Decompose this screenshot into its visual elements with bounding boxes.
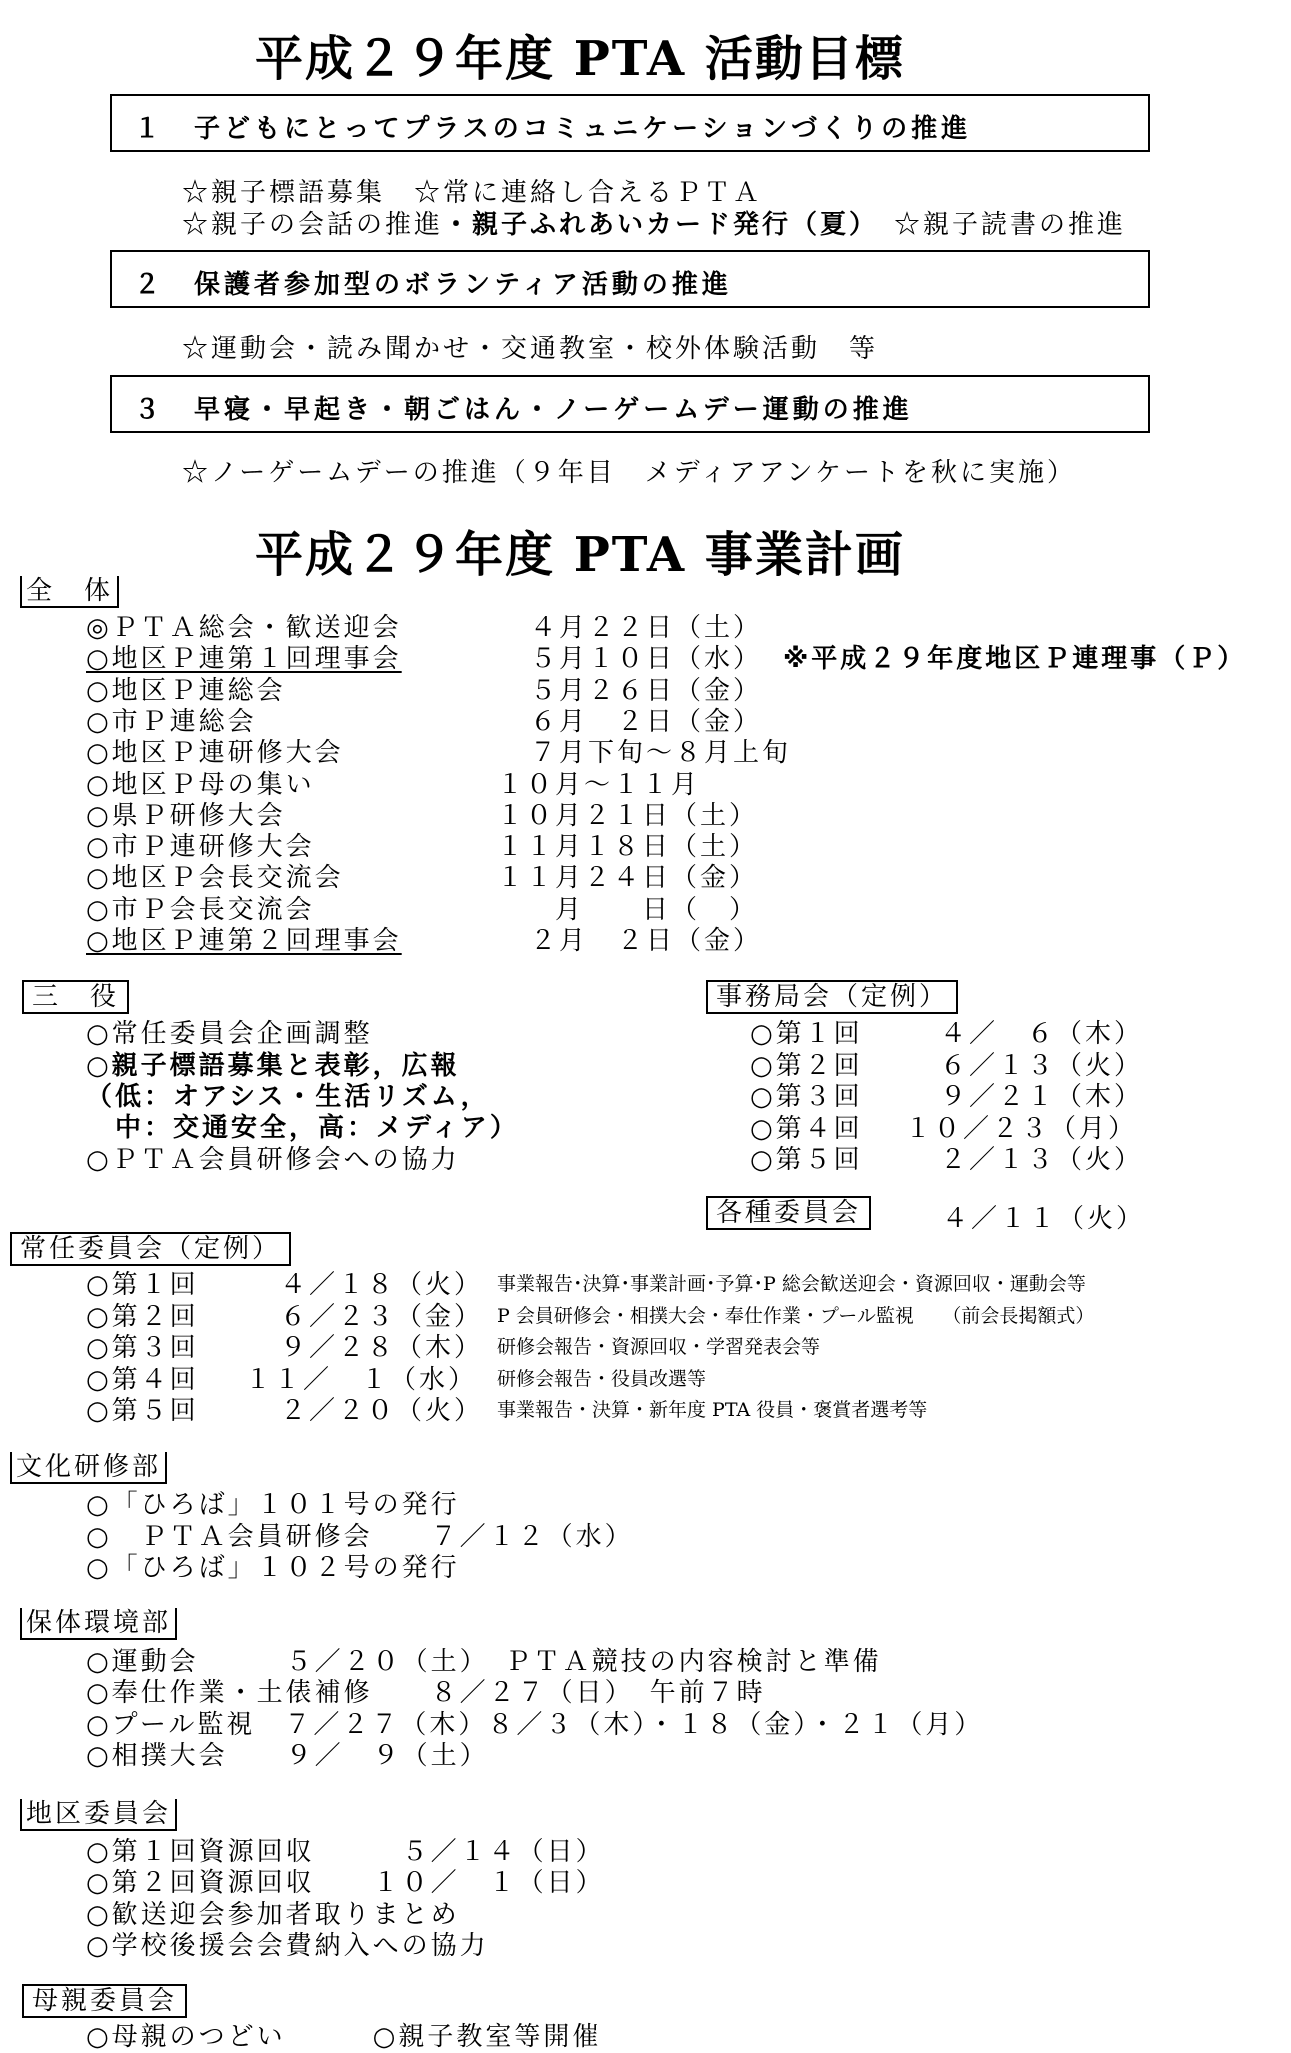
- zentai-event: ○地区Ｐ母の集い: [86, 769, 315, 800]
- zentai-date: １１月２４日（金）: [497, 863, 759, 894]
- sanyaku-line-5: ○ＰＴＡ会員研修会への協力: [86, 1145, 460, 1175]
- kakushu-header: 各種委員会: [706, 1196, 871, 1230]
- hotai-line-1: ○運動会 ５／２０（土） ＰＴＡ競技の内容検討と準備: [86, 1647, 882, 1677]
- zentai-event: ○地区Ｐ連第２回理事会: [86, 926, 402, 956]
- goal-detail-3: ☆ノーゲームデーの推進（９年目 メディアアンケートを秋に実施）: [182, 458, 1077, 488]
- goals-title: 平成２９年度 PTA 活動目標: [255, 31, 905, 87]
- chiku-line-2: ○第２回資源回収 １０／ １（日）: [86, 1868, 605, 1898]
- goal-detail-1b-plain2: ☆親子読書の推進: [894, 210, 1127, 240]
- jimukyoku-date: ２／１３（火）: [940, 1145, 1144, 1175]
- jimukyoku-label: ○第３回: [750, 1082, 863, 1112]
- plan-title: 平成２９年度 PTA 事業計画: [255, 527, 905, 583]
- zentai-date: １１月１８日（土）: [497, 832, 759, 863]
- zentai-note: ※平成２９年度地区Ｐ連理事（Ｐ）: [783, 644, 1247, 674]
- jonin-note: 事業報告･決算･事業計画･予算･P 総会歓送迎会・資源回収・運動会等: [497, 1273, 1086, 1295]
- jonin-date: ２／２０（火）: [280, 1396, 484, 1426]
- zentai-event: ○地区Ｐ会長交流会: [86, 863, 344, 894]
- kakushu-date: ４／１１（火）: [942, 1204, 1146, 1234]
- zentai-event: ○県Ｐ研修大会: [86, 800, 286, 831]
- bunka-line-3: ○「ひろば」１０２号の発行: [86, 1553, 460, 1583]
- sanyaku-line-2: ○親子標語募集と表彰，広報: [86, 1051, 460, 1081]
- zentai-date: 月 日（ ）: [555, 894, 759, 925]
- zentai-date: ６月 ２日（金）: [530, 706, 763, 737]
- jonin-date: ９／２８（木）: [280, 1333, 484, 1363]
- jimukyoku-label: ○第５回: [750, 1145, 863, 1175]
- zentai-date: ５月１０日（水）: [530, 644, 763, 675]
- goal-detail-1b-plain: ☆親子の会話の推進: [182, 210, 444, 240]
- zentai-date: ７月下旬～８月上旬: [530, 738, 792, 769]
- goal-box-3: [110, 375, 1150, 433]
- hotai-line-4: ○相撲大会 ９／ ９（土）: [86, 1741, 489, 1771]
- jonin-label: ○第５回: [86, 1396, 199, 1426]
- hotai-header: 保体環境部: [20, 1608, 177, 1640]
- chiku-line-1: ○第１回資源回収 ５／１４（日）: [86, 1837, 605, 1867]
- hotai-line-2: ○奉仕作業・土俵補修 ８／２７（日） 午前７時: [86, 1678, 766, 1708]
- bunka-header: 文化研修部: [10, 1452, 167, 1484]
- hahaoya-header: 母親委員会: [22, 1984, 187, 2018]
- goal-detail-1a: ☆親子標語募集 ☆常に連絡し合えるＰＴＡ: [182, 178, 763, 208]
- sanyaku-line-3: （低：オアシス・生活リズム，: [86, 1082, 490, 1112]
- jonin-label: ○第２回: [86, 1301, 199, 1332]
- zentai-event: ○地区Ｐ連総会: [86, 675, 286, 706]
- jonin-label: ○第１回: [86, 1270, 199, 1300]
- jimukyoku-label: ○第２回: [750, 1050, 863, 1081]
- goal-label-2: ２ 保護者参加型のボランティア活動の推進: [134, 270, 732, 300]
- zentai-header: 全 体: [20, 576, 119, 608]
- sanyaku-line-4: 中：交通安全，高：メディア）: [86, 1113, 519, 1143]
- bunka-line-1: ○「ひろば」１０１号の発行: [86, 1490, 460, 1520]
- jonin-date: １１／ １（水）: [245, 1364, 478, 1395]
- jimukyoku-date: ９／２１（木）: [940, 1082, 1144, 1112]
- jonin-label: ○第３回: [86, 1333, 199, 1363]
- jonin-note: 研修会報告・役員改選等: [497, 1367, 707, 1390]
- zentai-date: １０月２１日（土）: [497, 800, 759, 831]
- jonin-date: ４／１８（火）: [280, 1270, 484, 1300]
- zentai-event: ○市Ｐ会長交流会: [86, 894, 315, 925]
- jonin-note: P 会員研修会・相撲大会・奉仕作業・プール監視 （前会長掲額式）: [497, 1304, 1095, 1327]
- zentai-date: ５月２６日（金）: [530, 675, 763, 706]
- zentai-event: ○市Ｐ連研修大会: [86, 832, 315, 863]
- zentai-event: ○地区Ｐ連研修大会: [86, 738, 344, 769]
- jonin-date: ６／２３（金）: [280, 1301, 484, 1332]
- chiku-header: 地区委員会: [20, 1799, 177, 1831]
- jonin-label: ○第４回: [86, 1364, 199, 1395]
- zentai-event: ○市Ｐ連総会: [86, 706, 257, 737]
- goal-detail-1b: [182, 204, 1126, 241]
- zentai-date: ４月２２日（土）: [530, 613, 763, 643]
- jonin-note: 研修会報告・資源回収・学習発表会等: [497, 1336, 821, 1358]
- chiku-line-4: ○学校後援会会費納入への協力: [86, 1931, 489, 1961]
- jimukyoku-date: １０／２３（月）: [905, 1113, 1138, 1144]
- jimukyoku-header: 事務局会（定例）: [706, 980, 958, 1014]
- hahaoya-line-1: ○母親のつどい ○親子教室等開催: [86, 2022, 602, 2052]
- jimukyoku-label: ○第１回: [750, 1019, 863, 1049]
- zentai-event: ◎ＰＴＡ総会・歓送迎会: [86, 613, 402, 643]
- jonin-note: 事業報告・決算・新年度 PTA 役員・褒賞者選考等: [497, 1399, 928, 1421]
- zentai-date: １０月～１１月: [497, 769, 701, 800]
- jimukyoku-date: ４／ ６（木）: [940, 1019, 1144, 1049]
- sanyaku-line-1: ○常任委員会企画調整: [86, 1019, 373, 1049]
- zentai-date: ２月 ２日（金）: [530, 926, 763, 956]
- hotai-line-3: ○プール監視 ７／２７（木）８／３（木）・１８（金）・２１（月）: [86, 1710, 984, 1740]
- goal-detail-2: ☆運動会・読み聞かせ・交通教室・校外体験活動 等: [182, 334, 879, 364]
- jimukyoku-date: ６／１３（火）: [940, 1050, 1144, 1081]
- goal-detail-1b-bold: ・親子ふれあいカード発行（夏）: [443, 210, 866, 240]
- goal-detail-1b-spacer: [865, 210, 894, 240]
- bunka-line-2: ○ ＰＴＡ会員研修会 ７／１２（水）: [86, 1522, 634, 1552]
- jimukyoku-label: ○第４回: [750, 1113, 863, 1144]
- sanyaku-header: 三 役: [22, 980, 129, 1014]
- zentai-event: ○地区Ｐ連第１回理事会: [86, 644, 402, 675]
- goal-label-3: ３ 早寝・早起き・朝ごはん・ノーゲームデー運動の推進: [134, 395, 913, 425]
- chiku-line-3: ○歓送迎会参加者取りまとめ: [86, 1900, 460, 1930]
- goal-box-1: [110, 94, 1150, 152]
- jonin-header: 常任委員会（定例）: [10, 1232, 291, 1266]
- goal-box-2: [110, 250, 1150, 308]
- goal-label-1: １ 子どもにとってプラスのコミュニケーションづくりの推進: [134, 114, 972, 144]
